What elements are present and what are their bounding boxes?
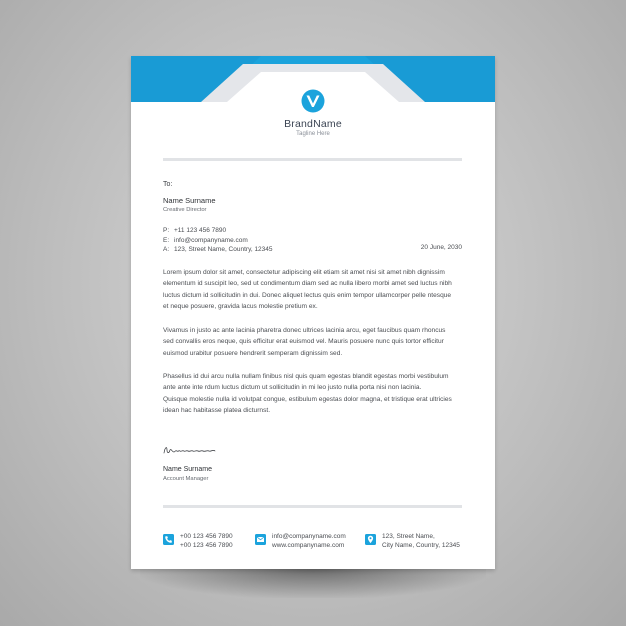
recipient-email [163,237,248,244]
paragraph-line: idean hac habitasse platea dicturnst. [163,406,271,414]
brand-logo-icon [301,89,325,113]
phone-label: P: [163,227,170,234]
recipient-name: Name Surname [163,196,216,205]
header-divider [163,158,462,161]
paragraph-line: elementum id suscipit leo, sed ut condimentum diam sed ac nulla libero morbi amet sed luctus nibh [163,280,452,288]
paragraph-line: Phasellus id dui arcu nulla nullam finibus nisl quis quam egestas blandit egestas morbi vestibulum [163,373,449,380]
paragraph-line: Lorem ipsum dolor sit amet, consectetur adipiscing elit etiam sit amet nisi sit amet nibh dignissim [163,269,445,276]
body-paragraph-2 [163,325,463,359]
footer-phone-2: +00 123 456 7890 [180,542,233,549]
location-pin-icon [365,534,376,545]
phone-value: +11 123 456 7890 [174,227,227,234]
footer-address-line-1: 123, Street Name, [382,533,435,540]
body-paragraph-3 [163,371,463,416]
signatory-name: Name Surname [163,466,213,473]
address-label: A: [163,246,170,253]
footer-phone-text [180,532,233,550]
paragraph-line: sed convallis eros neque, quis efficitur erat euismod vel. Mauris posuere nunc quis tortor efficitur [163,338,444,346]
letterhead-page [131,56,495,569]
address-value: 123, Street Name, Country, 12345 [174,246,273,253]
recipient-phone [163,227,226,234]
recipient-address [163,246,273,253]
brand-name: BrandName [284,118,342,130]
footer-email-text [272,532,346,550]
phone-icon [163,534,174,545]
paragraph-line: et neque posuere, gravida lacus molestie pretium ex. [163,302,318,310]
body-paragraph-1 [163,267,463,312]
letter-date: 20 June, 2030 [420,244,462,251]
footer-address-text [382,532,460,550]
email-value: info@companyname.com [174,236,248,244]
paragraph-line: Vivamus in justo ac ante lacinia pharetra donec ultrices lacinia arcu, eget faucibus quam rhoncus [163,327,446,334]
signatory-title: Account Manager [163,476,209,482]
paragraph-line: Quisque molestie nulla id volutpat congue, estibulum egestas dolor magna, et tristique erat ultricies [163,395,452,403]
email-label: E: [163,236,170,244]
paragraph-line: luctus dictum id sollicitudin in dui. Donec aliquet lectus quis enim tempor ullamcorper pelle ntesque [163,291,452,299]
footer-email-address: info@companyname.com [272,533,346,540]
paper-shadow [140,568,486,598]
footer-phone-1: +00 123 456 7890 [180,533,233,540]
footer-address-line-2: City Name, Country, 12345 [382,542,460,549]
footer-divider [163,505,462,508]
paragraph-line: euismod urabitur posuere hendrerit semperam dignissim sed. [163,349,343,357]
to-label: To: [163,181,173,188]
paragraph-line: ante ante inte rdum luctus dictum ut sollicitudin in mi leo justo nulla porta nisi non lacinia. [163,384,422,392]
recipient-title: Creative Director [163,206,207,213]
envelope-icon [255,534,266,545]
brand-tagline: Tagline Here [296,131,330,137]
handwritten-signature [163,444,223,458]
footer-website: www.companyname.com [272,542,345,549]
